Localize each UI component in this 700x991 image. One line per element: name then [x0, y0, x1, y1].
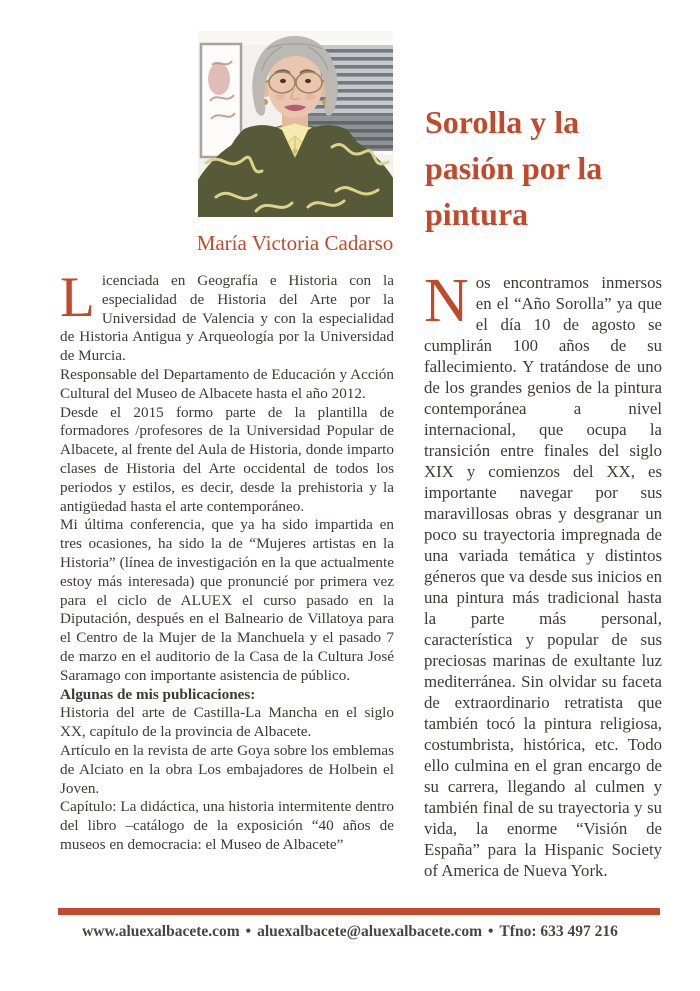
- dropcap-n: N: [424, 267, 469, 335]
- footer-separator: •: [488, 923, 494, 940]
- footer-email-link[interactable]: aluexalbacete@aluexalbacete.com: [257, 923, 483, 940]
- publications-heading: Algunas de mis publicaciones:: [60, 685, 256, 703]
- article-body-paragraph: [424, 267, 662, 881]
- bio-column: [60, 266, 394, 855]
- footer-phone: Tfno: 633 497 216: [499, 923, 618, 940]
- footer-separator: •: [245, 923, 252, 940]
- bio-paragraph: Desde el 2015 formo parte de la plantilla de formadores /profesores de la Universidad Popular de Albacete, al frente del Aula de Historia, donde imparto clases de Historia del Arte occidental de todos los periodos y estilos, es decir, desde la prehistoria y la antigüedad hasta el arte contemporáneo.: [60, 403, 394, 515]
- footer-contact-line: [30, 921, 670, 943]
- article-title-line-1: Sorolla y la: [425, 104, 580, 140]
- portrait-photo-illustration: [198, 31, 393, 217]
- publication-item: Artículo en la revista de arte Goya sobre los emblemas de Alciato en la obra Los embajadores de Holbein el Joven.: [60, 741, 394, 797]
- bio-paragraph: Responsable del Departamento de Educación y Acción Cultural del Museo de Albacete hasta el año 2012.: [60, 365, 394, 402]
- publication-item: Historia del arte de Castilla-La Mancha en el siglo XX, capítulo de la provincia de Albacete.: [60, 704, 394, 741]
- bio-intro-text: icenciada en Geografía e Historia con la especialidad de Historia del Arte por la Universidad de Valencia y con la especialidad de Historia Antigua y Arqueología por la Universidad de Murcia.: [60, 272, 394, 365]
- article-title-line-3: pintura: [425, 196, 529, 232]
- portrait-photo: [198, 31, 393, 217]
- footer-website-link[interactable]: www.aluexalbacete.com: [82, 923, 240, 940]
- article-title: [425, 99, 680, 237]
- dropcap-l: L: [60, 266, 95, 329]
- article-body-text: os encontramos inmersos en el “Año Sorolla” ya que el día 10 de agosto se cumplirán 100 años de su fallecimiento. Y tratándose de uno de los grandes genios de la pintura contemporánea a nivel internacional, que ocupa la transición entre finales del siglo XIX y comienzos del XX, es importante navegar por sus maravillosas obras y desgranar un poco su trayectoria impregnada de una variada temática y distintos géneros que va desde sus inicios en una pintura más tradicional hasta la parte más personal, característica y popular de sus preciosas marinas de exultante luz mediterránea. Sin olvidar su faceta de extraordinario retratista que también tocó la pintura religiosa, costumbrista, histórica, etc. Todo ello culmina en el gran encargo de su carrera, llegando al culmen y también final de su trayectoria y su vida, la enorme “Visión de España” para la Hispanic Society of America de Nueva York.: [424, 273, 662, 880]
- article-title-line-2: pasión por la: [425, 150, 603, 186]
- bio-intro-paragraph: [60, 266, 394, 366]
- bio-paragraph: Mi última conferencia, que ya ha sido impartida en tres ocasiones, ha sido la de “Mujeres artistas en la Historia” (línea de investigación en la que actualmente estoy más interesada) que pronuncié por primera vez para el ciclo de ALUEX el curso pasado en la Diputación, después en el Balneario de Villatoya para el Centro de la Mujer de la Manchuela y el pasado 7 de marzo en el auditorio de la Casa de la Cultura José Saramago con importante asistencia de público.: [60, 516, 394, 684]
- author-name: María Victoria Cadarso: [196, 231, 394, 255]
- article-column: [424, 267, 662, 881]
- footer-rule: [58, 908, 660, 915]
- publication-item: Capítulo: La didáctica, una historia intermitente dentro del libro –catálogo de la exposición “40 años de museos en democracia: el Museo de Albacete”: [60, 798, 394, 853]
